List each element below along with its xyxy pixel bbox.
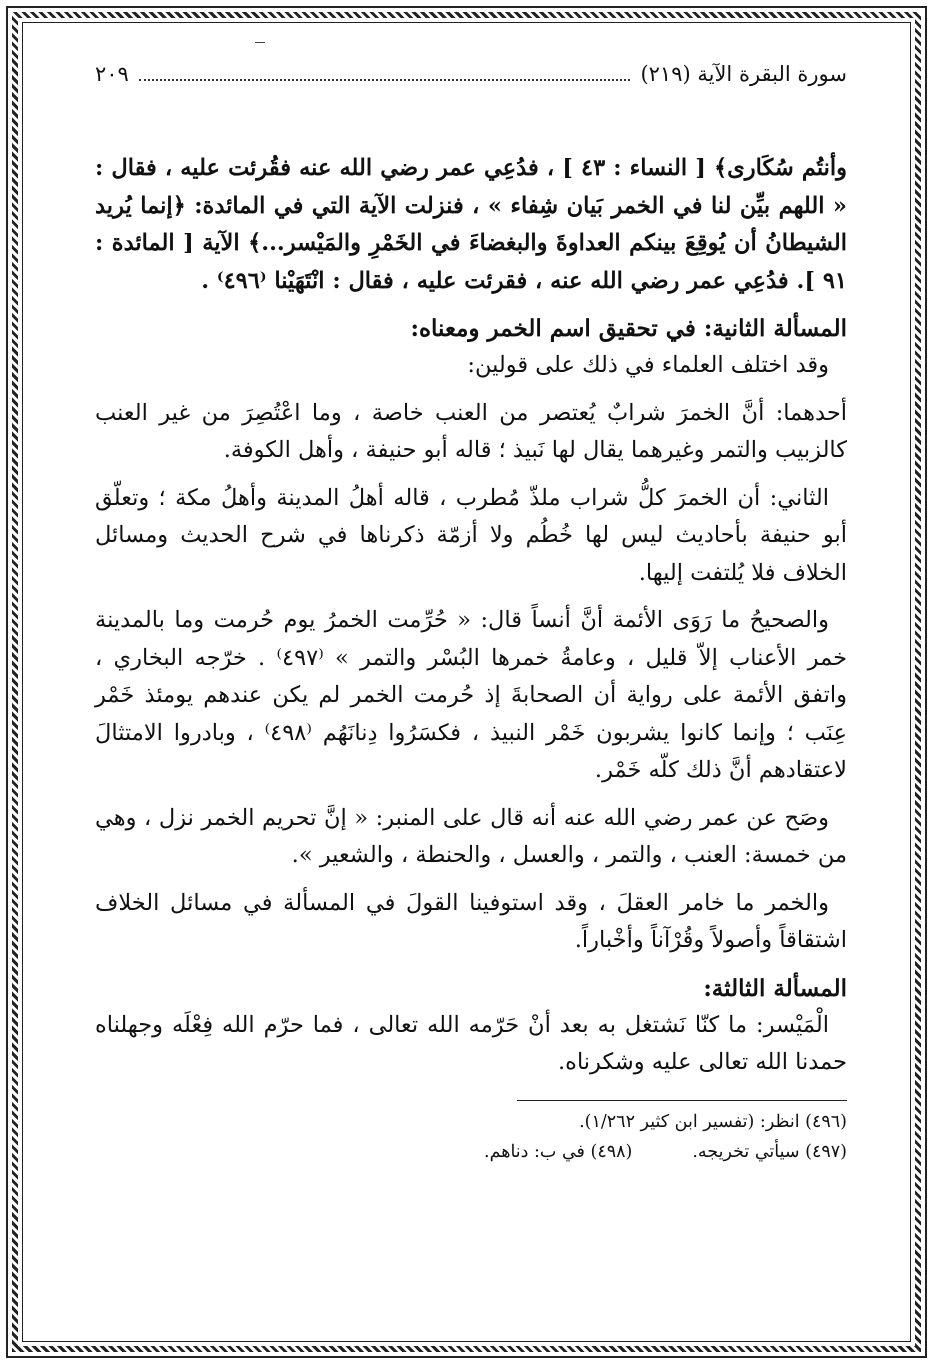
footnotes: [95, 1107, 847, 1167]
paragraph-8: الْمَيْسر: ما كنّا نَشتغل به بعد أنْ حَرّمه الله تعالى ، فما حرّم الله فِعْلَه وجهلناه حمدنا الله تعالى عليه وشكرناه.: [95, 1011, 847, 1075]
page-number: ٢٠٩: [95, 62, 129, 86]
footnote-496: (٤٩٦) انظر: (تفسير ابن كثير ١/٢٦٢).: [579, 1111, 847, 1132]
footnote-row: [95, 1137, 847, 1167]
paragraph-3: أحدهما: أنَّ الخمرَ شرابٌ يُعتصر من العنب خاصة ، وما اعْتُصِرَ من غير العنب كالزبيب والتمر وغيرهما يقال لها نَبيذ ؛ قاله أبو حنيفة ، وأهل الكوفة.: [95, 399, 847, 463]
footnote-498: (٤٩٨) في ب: دناهم.: [484, 1141, 633, 1162]
body-text: [95, 150, 847, 1167]
paragraph-1: وأنتُم سُكَارى﴾ [ النساء : ٤٣ ] ، فدُعِي عمر رضي الله عنه فقُرئت عليه ، فقال : « اللهم بيِّن لنا في الخمر بَيان شِفاء » ، فنزلت الآية التي في المائدة: ﴿إنما يُريد الشيطانُ أن يُوقِعَ بينكم العداوةَ والبغضاءَ في الخَمْرِ والمَيْسر...﴾ الآية [ المائدة : ٩١ ]. فدُعِي عمر رضي الله عنه ، فقرئت عليه ، فقال : انْتَهَيْنا ⁽٤٩٦⁾ .: [95, 155, 847, 294]
running-header: [95, 62, 847, 94]
section-heading-3: المسألة الثالثة:: [703, 974, 847, 1002]
section-heading-2: المسألة الثانية: في تحقيق اسم الخمر ومعناه:: [410, 315, 847, 342]
paragraph-2: وقد اختلف العلماء في ذلك على قولين:: [467, 352, 829, 378]
book-page: [95, 40, 847, 1340]
paragraph-5: والصحيحُ ما رَوَى الأئمة أنَّ أنساً قال: « حُرِّمت الخمرُ يوم حُرمت وما بالمدينة خمر الأعناب إلاّ قليل ، وعامةُ خمرها البُسْر والتمر » ⁽٤٩٧⁾ . خرّجه البخاري ، واتفق الأئمة على رواية أن الصحابةَ إذ حُرمت الخمر لم يكن عندهم يومئذ خَمْر عِنَب ؛ وإنما كانوا يشربون خَمْر النبيذ ، فكسَرُوا دِنانَهُم ⁽٤٩٨⁾ ، وبادروا الامتثالَ لاعتقادهم أنَّ ذلك كلّه خَمْر.: [95, 607, 847, 783]
paragraph-4: الثاني: أن الخمرَ كلُّ شراب ملذّ مُطرب ، قاله أهلُ المدينة وأهلُ مكة ؛ وتعلّق أبو حنيفة بأحاديث ليس لها خُطُم ولا أزمّة ذكرناها في شرح الحديث ومسائل الخلاف فلا يُلتفت إليها.: [95, 484, 847, 586]
paragraph-7: والخمر ما خامر العقلَ ، وقد استوفينا القولَ في المسألة في مسائل الخلاف اشتقاقاً وأصولاً وقُرْآناً وأخْباراً.: [95, 889, 847, 953]
header-dot-leader: [139, 79, 631, 81]
header-title: سورة البقرة الآية (٢١٩): [640, 62, 847, 86]
footnote-separator: [517, 1100, 847, 1101]
paragraph-6: وصَح عن عمر رضي الله عنه أنه قال على المنبر: « إنَّ تحريم الخمر نزل ، وهي من خمسة: العنب ، والتمر ، والعسل ، والحنطة ، والشعير ».: [95, 804, 847, 868]
footnote-497: (٤٩٧) سيأتي تخريجه.: [692, 1141, 847, 1162]
top-mark: [255, 42, 265, 43]
